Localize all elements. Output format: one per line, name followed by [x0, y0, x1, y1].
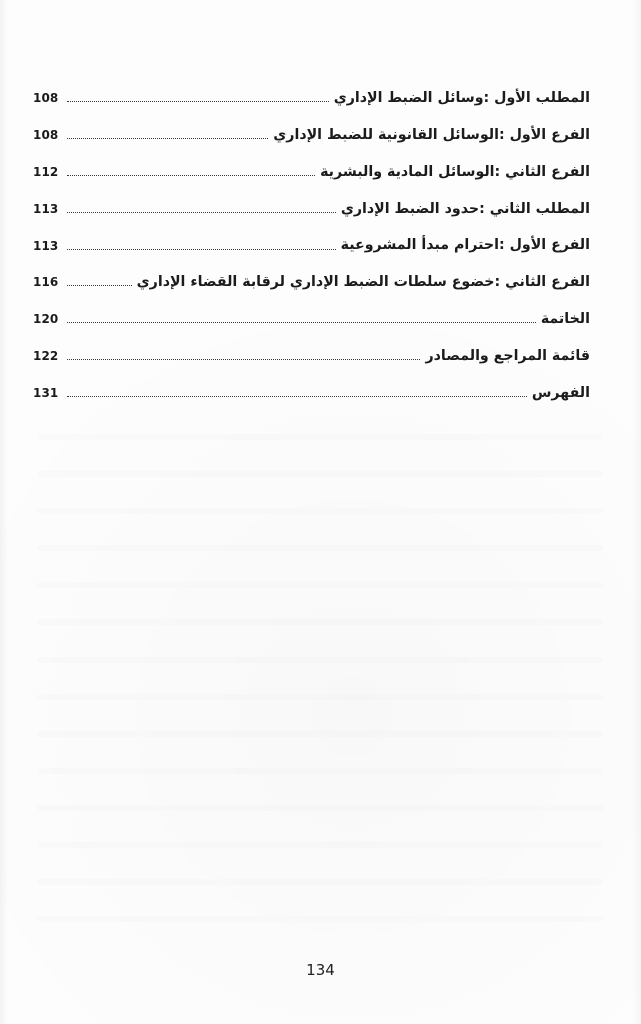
toc-dot-leader: [67, 396, 527, 397]
toc-entry-title: الفهرس: [531, 384, 590, 401]
toc-dot-leader: [67, 138, 268, 139]
toc-entry[interactable]: [33, 374, 590, 411]
toc-entry[interactable]: [33, 190, 590, 227]
toc-dot-leader: [67, 285, 132, 286]
toc-entry-title: الفرع الأول :الوسائل القانونية للضبط الإداري: [273, 127, 590, 144]
toc-entry-page: 120: [33, 312, 59, 327]
toc-entry[interactable]: [33, 80, 590, 117]
toc-entry-title: المطلب الأول :وسائل الضبط الإداري: [333, 90, 590, 107]
toc-entry-title: الخاتمة: [540, 311, 590, 328]
toc-dot-leader: [67, 175, 315, 176]
toc-entry-page: 108: [33, 128, 59, 143]
toc-entry-title: الفرع الأول :احترام مبدأ المشروعية: [340, 237, 590, 254]
toc-entry[interactable]: [33, 338, 590, 375]
table-of-contents: [33, 80, 590, 411]
toc-entry-page: 131: [33, 385, 59, 400]
toc-entry-page: 116: [33, 275, 59, 290]
toc-entry-title: الفرع الثاني :خضوع سلطات الضبط الإداري لرقابة القضاء الإداري: [136, 274, 590, 291]
toc-dot-leader: [67, 212, 336, 213]
toc-entry[interactable]: [33, 264, 590, 301]
toc-entry-page: 112: [33, 164, 59, 179]
toc-entry-title: الفرع الثاني :الوسائل المادية والبشرية: [320, 163, 590, 180]
page-number: 134: [306, 961, 335, 979]
toc-entry[interactable]: [33, 227, 590, 264]
toc-entry-page: 113: [33, 201, 59, 216]
toc-entry[interactable]: [33, 117, 590, 154]
toc-entry-title: قائمة المراجع والمصادر: [425, 347, 590, 364]
toc-entry-page: 113: [33, 238, 59, 253]
toc-entry[interactable]: [33, 154, 590, 191]
toc-dot-leader: [67, 322, 536, 323]
toc-dot-leader: [67, 249, 336, 250]
toc-dot-leader: [67, 359, 420, 360]
toc-dot-leader: [67, 101, 329, 102]
toc-entry-page: 122: [33, 348, 59, 363]
toc-entry-title: المطلب الثاني :حدود الضبط الإداري: [340, 200, 590, 217]
toc-entry-page: 108: [33, 91, 59, 106]
toc-entry[interactable]: [33, 301, 590, 338]
